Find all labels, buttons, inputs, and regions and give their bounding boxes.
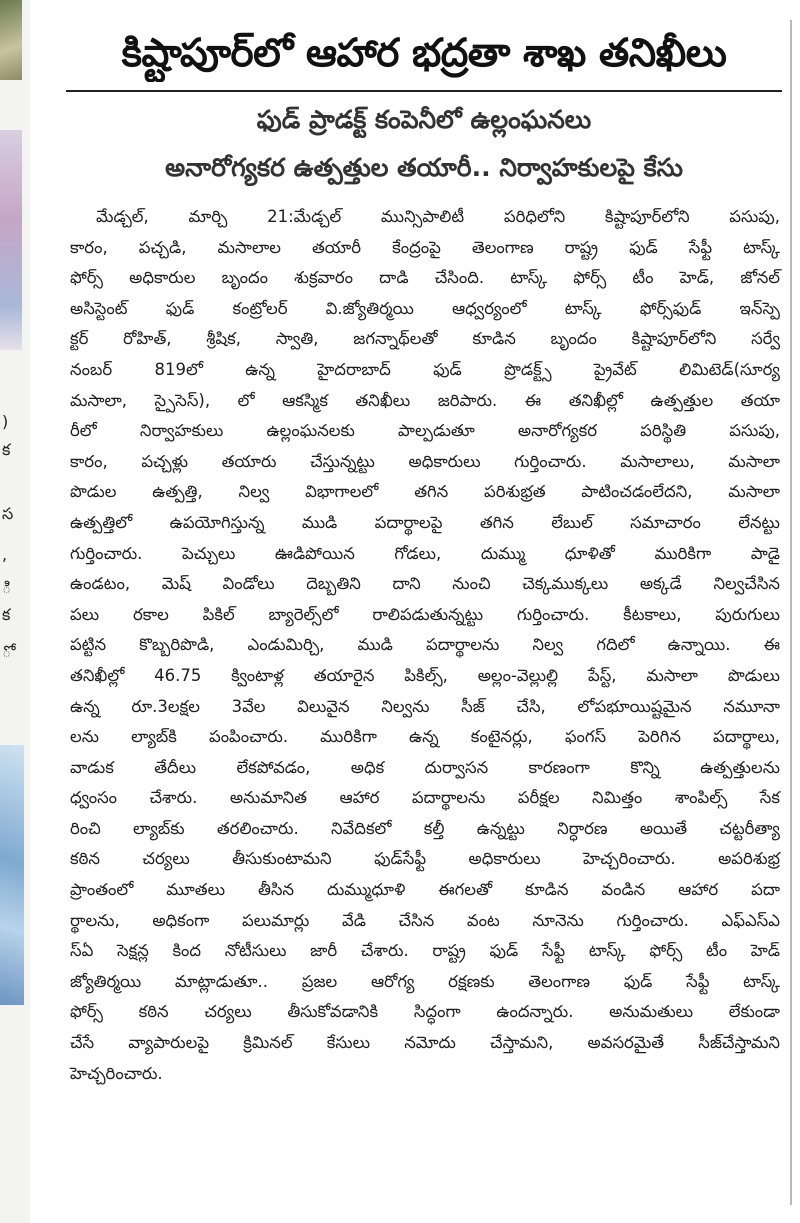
subheadline-text: అనారోగ్యకర ఉత్పత్తుల తయారీ.. నిర్వాహకులపై కేసు	[165, 153, 683, 186]
adjacent-text-fragment: ి	[2, 578, 12, 597]
article-body-line: తనిఖీల్లో 46.75 క్వింటాళ్ల తయారైన పికిల్స్, అల్లం-వెల్లుల్లి పేస్ట్, మసాలా పొడులు	[70, 665, 780, 685]
adjacent-text-fragment: స	[2, 504, 14, 523]
article-body-line: కారం, పచ్చడి, మసాలాల తయారీ కేంద్రంపై తెలంగాణ రాష్ట్ర ఫుడ్ సేఫ్టీ టాస్క్	[70, 237, 780, 257]
adjacent-text-fragment: )	[2, 412, 9, 431]
adjacent-text-fragment: క	[2, 440, 11, 459]
article-headline: కిష్టాపూర్‌లో ఆహార భద్రతా శాఖ తనిఖీలు	[121, 31, 727, 76]
article-body-line: అసిస్టెంట్ ఫుడ్ కంట్రోలర్ వి.జ్యోతిర్మయి ఆధ్వర్యంలో టాస్క్ ఫోర్స్‌ఫుడ్ ఇన్‌స్పె	[70, 298, 780, 318]
news-article	[66, 20, 782, 1205]
article-body-line: జ్యోతిర్మయి మాట్లాడుతూ.. ప్రజల ఆరోగ్య రక్షణకు తెలంగాణ ఫుడ్ సేఫ్టీ టాస్క్	[70, 971, 780, 991]
adjacent-photo-fragment	[0, 130, 22, 350]
subheadline-text: ఫుడ్ ప్రాడక్ట్ కంపెనీలో ఉల్లంఘనలు	[257, 105, 591, 138]
article-body-line: రీలో నిర్వాహకులు ఉల్లంఘనలకు పాల్పడుతూ అనారోగ్యకర పరిస్థితి పసుపు,	[70, 421, 780, 441]
article-body-line: ఫోర్స్ కఠిన చర్యలు తీసుకోవడానికి సిద్ధంగా ఉందన్నారు. అనుమతులు లేకుండా	[70, 1002, 780, 1022]
column-divider	[790, 20, 792, 1205]
adjacent-photo-fragment	[0, 0, 22, 80]
article-body-line: కఠిన చర్యలు తీసుకుంటామని ఫుడ్‌సేఫ్టీ అధికారులు హెచ్చరించారు. అపరిశుభ్ర	[70, 849, 780, 869]
article-body-line: పొడుల ఉత్పత్తి, నిల్వ విభాగాలలో తగిన పరిశుభ్రత పాటించడంలేదని, మసాలా	[70, 482, 780, 502]
article-body-line: ప్రాంతంలో మూతలు తీసిన దుమ్ముధూళి ఈగలతో కూడిన వండిన ఆహార పదా	[70, 880, 780, 900]
adjacent-text-fragment: ,	[2, 545, 8, 564]
article-body-line: గుర్తించారు. పెచ్చులు ఊడిపోయిన గోడలు, దుమ్ము ధూళితో మురికిగా పాడై	[70, 543, 780, 563]
article-body-line: పట్టిన కొబ్బరిపొడి, ఎండుమిర్చి, ముడి పదార్థాలను నిల్వ గదిలో ఉన్నాయి. ఈ	[70, 635, 780, 655]
article-body-line: మేడ్చల్, మార్చి 21:మేడ్చల్ మున్సిపాలిటీ పరిధిలోని కిష్టాపూర్‌లోని పసుపు,	[96, 207, 780, 226]
adjacent-text-fragment: ో	[2, 642, 12, 661]
article-body-line: లను ల్యాబ్‌కి పంపించారు. మురికిగా ఉన్న కంటైనర్లు, ఫంగస్ పెరిగిన పదార్థాలు,	[70, 727, 780, 747]
article-body-line: చేసే వ్యాపారులపై క్రిమినల్ కేసులు నమోదు చేస్తామని, అవసరమైతే సీజ్‌చేస్తామని	[70, 1033, 780, 1053]
article-body-line: క్టర్ రోహిత్, శ్రీషిక, స్వాతి, జగన్నాథ్‌లతో కూడిన బృందం కిష్టాపూర్‌లోని సర్వే	[70, 329, 780, 349]
article-body-line: హెచ్చరించారు.	[70, 1063, 163, 1083]
article-body-line: పలు రకాల పికిల్ బ్యారెల్స్‌లో రాలిపడుతున్నట్టు గుర్తించారు. కీటకాలు, పురుగులు	[70, 604, 780, 624]
headline-rule	[66, 90, 782, 92]
adjacent-text-fragment: క	[2, 605, 11, 624]
article-body	[66, 202, 782, 1089]
article-body-line: ఉండటం, మెష్ విండోలు దెబ్బతిని దాని నుంచి చెక్కముక్కలు అక్కడే నిల్వచేసిన	[70, 574, 780, 594]
article-body-line: మసాలా, స్పైసెస్), లో ఆకస్మిక తనిఖీలు జరిపారు. ఈ తనిఖీల్లో ఉత్పత్తుల తయా	[70, 390, 780, 410]
article-body-line: రించి ల్యాబ్‌కు తరలించారు. నివేదికలో కల్తీ ఉన్నట్టు నిర్ధారణ అయితే చట్టరీత్యా	[70, 818, 780, 838]
article-body-line: నంబర్ 819లో ఉన్న హైదరాబాద్ ఫుడ్ ప్రొడక్ట్స్ ప్రైవేట్ లిమిటెడ్(సూర్య	[70, 359, 780, 379]
article-subheadline	[66, 102, 782, 138]
article-body-line: స్‌ఏ సెక్షన్ల కింద నోటీసులు జారీ చేశారు. రాష్ట్ర ఫుడ్ సేఫ్టీ టాస్క్ ఫోర్స్ టీం హెడ్	[70, 941, 780, 961]
article-body-line: ధ్వంసం చేశారు. అనుమానిత ఆహార పదార్థాలను పరీక్షల నిమిత్తం శాంపిల్స్ సేక	[70, 788, 780, 808]
adjacent-photo-fragment	[0, 745, 24, 1005]
article-body-line: కారం, పచ్చళ్లు తయారు చేస్తున్నట్టు అధికారులు గుర్తించారు. మసాలాలు, మసాలా	[70, 451, 780, 471]
article-body-line: ఉత్పత్తిలో ఉపయోగిస్తున్న ముడి పదార్థాలపై తగిన లేబుల్ సమాచారం లేనట్టు	[70, 512, 780, 532]
adjacent-column-strip	[0, 0, 30, 1223]
article-body-line: ఉన్న రూ.3లక్షల 3వేల విలువైన నిల్వను సీజ్ చేసి, లోపభూయిష్టమైన నమూనా	[70, 696, 780, 716]
article-subheadline	[66, 150, 782, 186]
article-body-line: ర్థాలను, అధికంగా పలుమార్లు వేడి చేసిన వంట నూనెను గుర్తించారు. ఎఫ్ఎస్ఎ	[70, 910, 780, 930]
article-body-line: వాడుక తేదీలు లేకపోవడం, అధిక దుర్వాసన కారణంగా కొన్ని ఉత్పత్తులను	[70, 757, 780, 777]
article-body-line: ఫోర్స్ అధికారుల బృందం శుక్రవారం దాడి చేసింది. టాస్క్ ఫోర్స్ టీం హెడ్, జోనల్	[70, 268, 780, 288]
